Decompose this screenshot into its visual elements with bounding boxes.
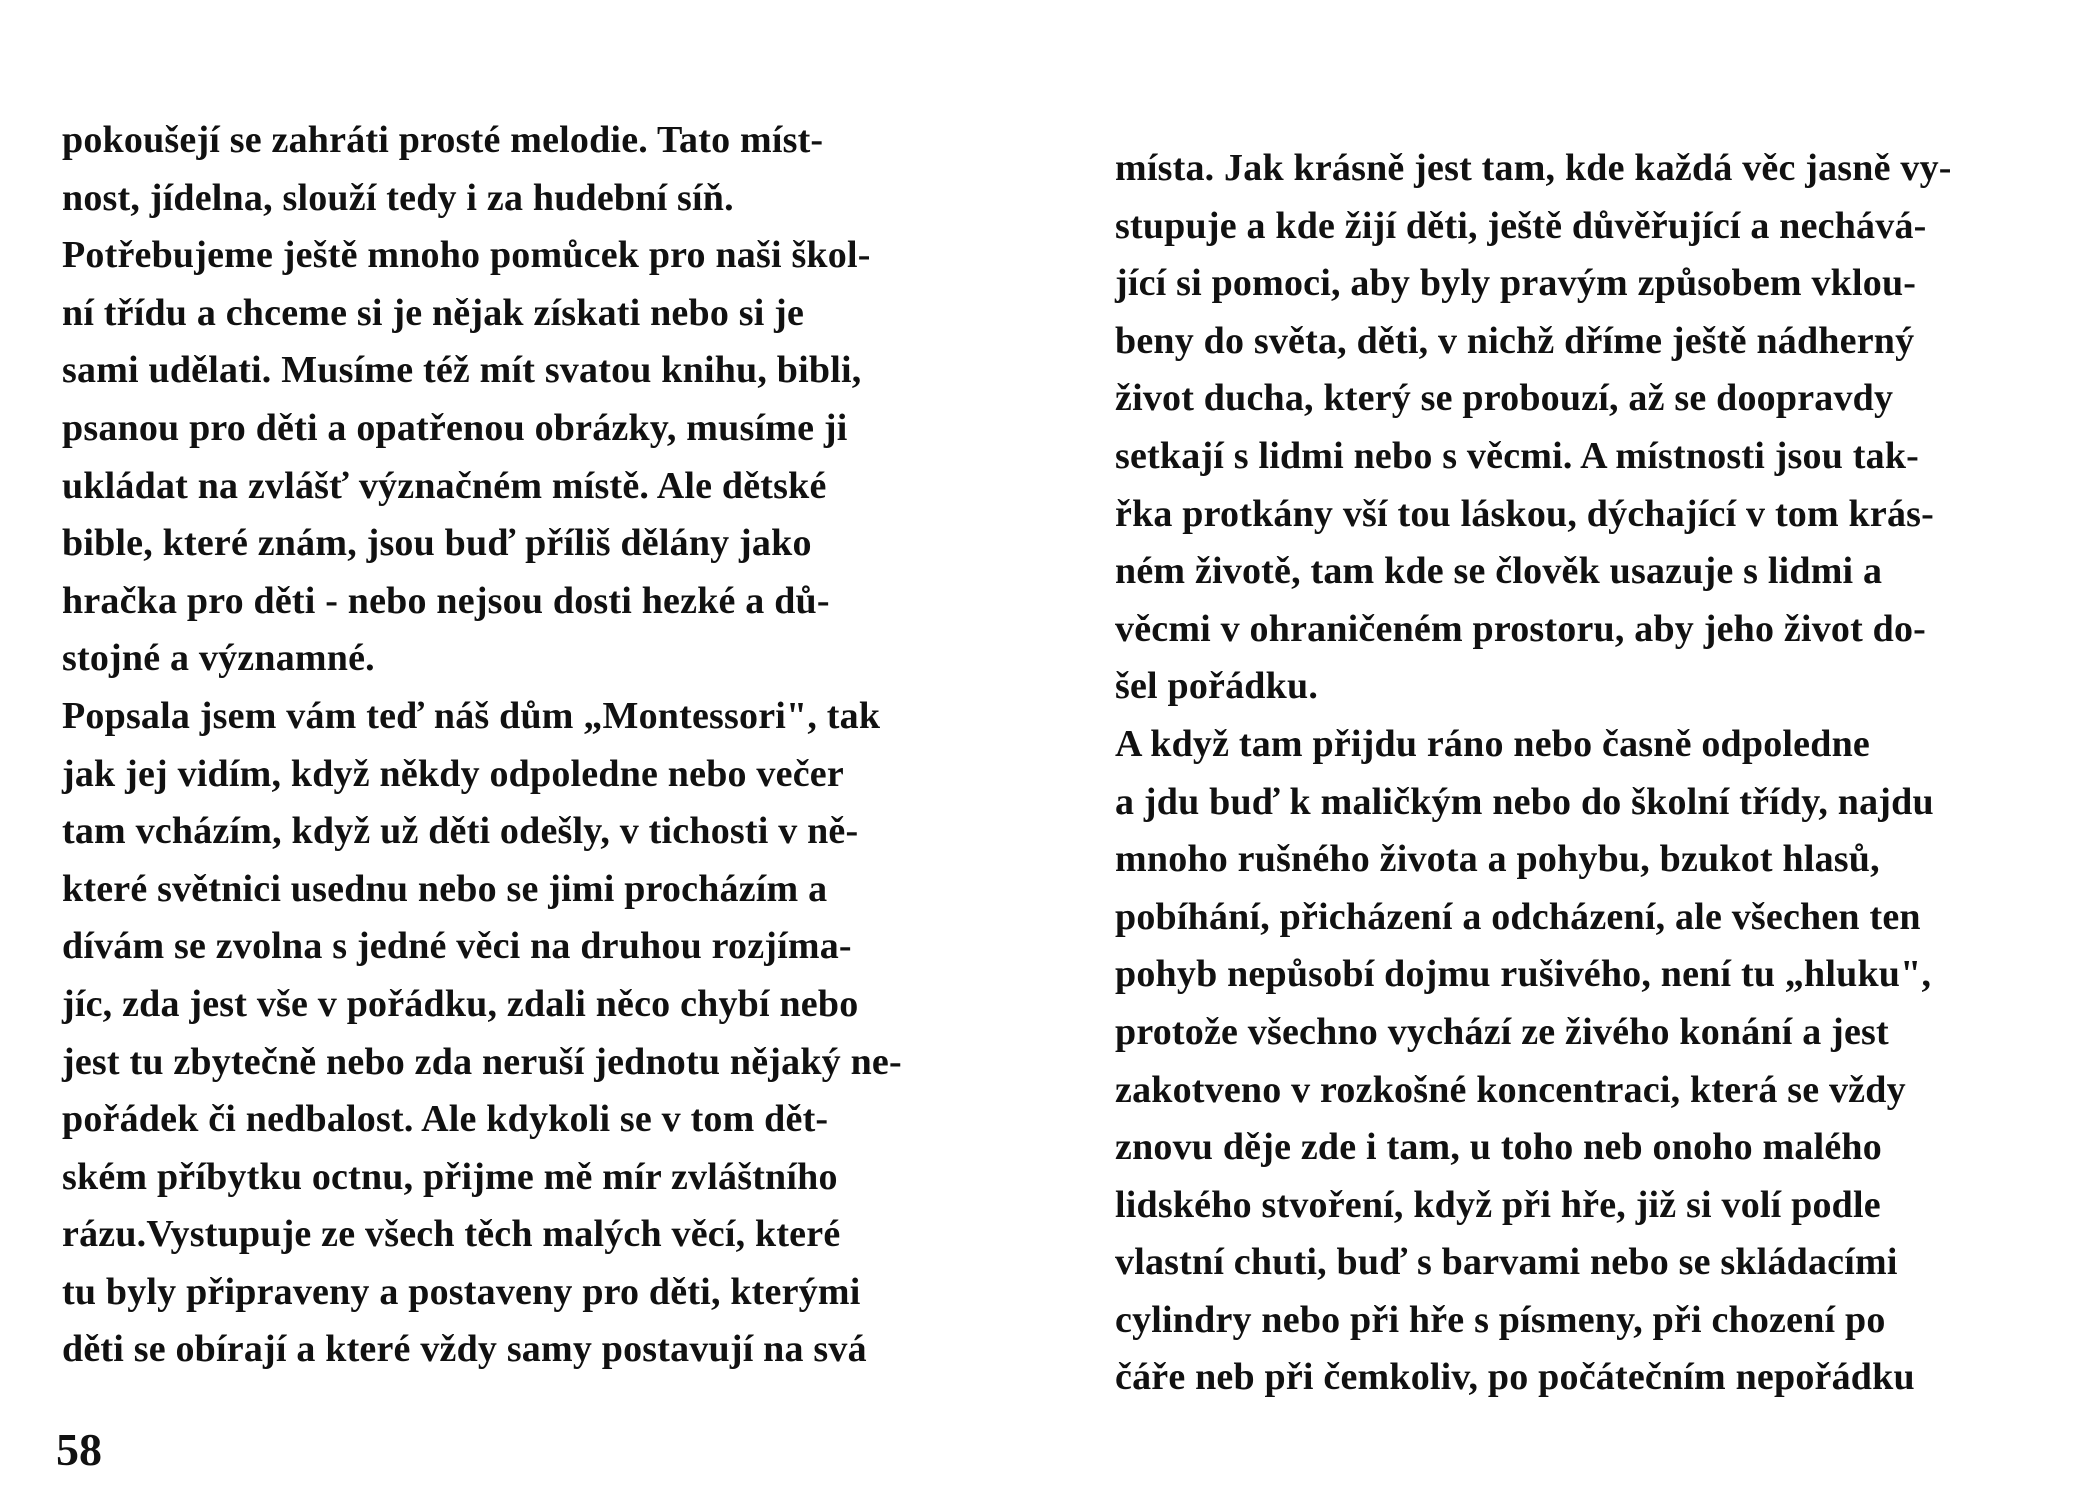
text-line: sami udělati. Musíme též mít svatou knihu, bibli, bbox=[62, 349, 862, 392]
text-line: a jdu buď k maličkým nebo do školní třídy, najdu bbox=[1115, 780, 1934, 823]
text-line: pohyb nepůsobí dojmu rušivého, není tu „hluku", bbox=[1115, 953, 1932, 996]
text-line: nost, jídelna, slouží tedy i za hudební síň. bbox=[62, 176, 734, 219]
text-line: stupuje a kde žijí děti, ještě důvěřující a nechává- bbox=[1115, 204, 1927, 247]
text-line: ukládat na zvlášť význačném místě. Ale dětské bbox=[62, 464, 827, 507]
text-line: pobíhání, přicházení a odcházení, ale všechen ten bbox=[1115, 895, 1921, 938]
text-line: tam vcházím, když už děti odešly, v tichosti v ně- bbox=[62, 810, 859, 853]
right-page-text bbox=[1115, 140, 2035, 1407]
text-line: místa. Jak krásně jest tam, kde každá věc jasně vy- bbox=[1115, 147, 1952, 189]
text-line: setkají s lidmi nebo s věcmi. A místnosti jsou tak- bbox=[1115, 434, 1920, 477]
text-line: život ducha, který se probouzí, až se doopravdy bbox=[1115, 377, 1894, 420]
text-line: pokoušejí se zahráti prosté melodie. Tato míst- bbox=[62, 119, 824, 161]
text-line: jest tu zbytečně nebo zda neruší jednotu nějaký ne- bbox=[62, 1040, 902, 1083]
right-page bbox=[1047, 0, 2094, 1500]
text-line: hračka pro děti - nebo nejsou dosti hezké a dů- bbox=[62, 579, 830, 622]
page-number: 58 bbox=[56, 1424, 102, 1475]
text-line: zakotveno v rozkošné koncentraci, která se vždy bbox=[1115, 1068, 1906, 1111]
text-line: rázu.Vystupuje ze všech těch malých věcí, které bbox=[62, 1213, 841, 1256]
text-line: stojné a významné. bbox=[62, 637, 375, 680]
text-line: ní třídu a chceme si je nějak získati nebo si je bbox=[62, 291, 805, 334]
text-line: bible, které znám, jsou buď příliš dělány jako bbox=[62, 522, 812, 565]
text-line: čáře neb při čemkoliv, po počátečním nepořádku bbox=[1115, 1356, 1915, 1399]
text-line: děti se obírají a které vždy samy postavují na svá bbox=[62, 1328, 867, 1371]
text-line: jak jej vidím, když někdy odpoledne nebo večer bbox=[62, 752, 844, 795]
text-line: Potřebujeme ještě mnoho pomůcek pro naši škol- bbox=[62, 234, 871, 277]
text-line: znovu děje zde i tam, u toho neb onoho malého bbox=[1115, 1126, 1882, 1169]
text-line: A když tam přijdu ráno nebo časně odpoledne bbox=[1115, 722, 1870, 765]
text-line: vlastní chuti, buď s barvami nebo se skládacími bbox=[1115, 1241, 1898, 1284]
text-line: Popsala jsem vám teď náš dům „Montessori", tak bbox=[62, 694, 881, 737]
text-line: cylindry nebo při hře s písmeny, při chození po bbox=[1115, 1298, 1886, 1341]
text-line: šel pořádku. bbox=[1115, 665, 1319, 708]
text-line: věcmi v ohraničeném prostoru, aby jeho život do- bbox=[1115, 607, 1927, 650]
left-page-text bbox=[62, 112, 982, 1379]
text-line: beny do světa, děti, v nichž dříme ještě nádherný bbox=[1115, 319, 1915, 362]
text-line: které světnici usednu nebo se jimi procházím a bbox=[62, 867, 828, 910]
text-line: mnoho rušného života a pohybu, bzukot hlasů, bbox=[1115, 838, 1880, 881]
text-line: tu byly připraveny a postaveny pro děti, kterými bbox=[62, 1270, 861, 1313]
text-line: psanou pro děti a opatřenou obrázky, musíme ji bbox=[62, 406, 848, 449]
text-line: jící si pomoci, aby byly pravým způsobem vklou- bbox=[1115, 262, 1917, 305]
text-line: dívám se zvolna s jedné věci na druhou rozjíma- bbox=[62, 925, 852, 968]
text-line: pořádek či nedbalost. Ale kdykoli se v tom dět- bbox=[62, 1098, 829, 1141]
text-line: řka protkány vší tou láskou, dýchající v tom krás- bbox=[1115, 492, 1935, 535]
text-line: protože všechno vychází ze živého konání a jest bbox=[1115, 1010, 1889, 1053]
text-line: ském příbytku octnu, přijme mě mír zvláštního bbox=[62, 1155, 838, 1198]
text-line: ném životě, tam kde se člověk usazuje s lidmi a bbox=[1115, 550, 1883, 593]
text-line: lidského stvoření, když při hře, již si volí podle bbox=[1115, 1183, 1881, 1226]
text-line: jíc, zda jest vše v pořádku, zdali něco chybí nebo bbox=[62, 982, 859, 1025]
